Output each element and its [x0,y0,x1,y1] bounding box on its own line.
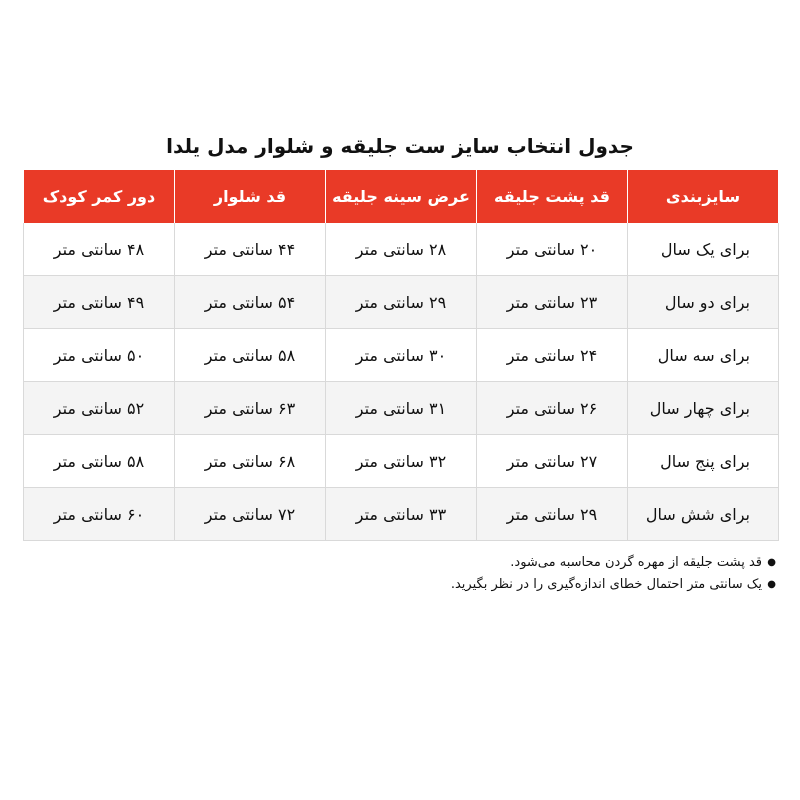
cell-child-waist: ۵۸ سانتی متر [24,435,175,488]
cell-vest-chest-width: ۳۰ سانتی متر [326,329,477,382]
note-item: ● قد پشت جلیقه از مهره گردن محاسبه می‌شود. [76,552,776,574]
cell-size: برای دو سال [628,276,779,329]
cell-pants-length: ۶۳ سانتی متر [175,382,326,435]
page-title: جدول انتخاب سایز ست جلیقه و شلوار مدل یلدا [166,134,634,158]
table-row [24,435,779,488]
header-vest-chest-width: عرض سینه جلیقه [326,170,477,223]
cell-pants-length: ۵۴ سانتی متر [175,276,326,329]
cell-pants-length: ۶۸ سانتی متر [175,435,326,488]
cell-child-waist: ۴۸ سانتی متر [24,223,175,276]
table-row [24,276,779,329]
table-row [24,329,779,382]
cell-vest-chest-width: ۳۱ سانتی متر [326,382,477,435]
cell-child-waist: ۵۰ سانتی متر [24,329,175,382]
cell-pants-length: ۵۸ سانتی متر [175,329,326,382]
size-table [23,170,779,541]
notes-list [76,552,776,596]
cell-size: برای چهار سال [628,382,779,435]
cell-vest-back-length: ۲۳ سانتی متر [477,276,628,329]
table-row [24,382,779,435]
cell-vest-back-length: ۲۹ سانتی متر [477,488,628,541]
cell-size: برای پنج سال [628,435,779,488]
cell-pants-length: ۷۲ سانتی متر [175,488,326,541]
table-header-row [24,170,779,223]
cell-vest-back-length: ۲۴ سانتی متر [477,329,628,382]
cell-vest-back-length: ۲۶ سانتی متر [477,382,628,435]
cell-pants-length: ۴۴ سانتی متر [175,223,326,276]
cell-vest-chest-width: ۳۳ سانتی متر [326,488,477,541]
cell-size: برای یک سال [628,223,779,276]
table-row [24,488,779,541]
cell-vest-chest-width: ۲۹ سانتی متر [326,276,477,329]
header-pants-length: قد شلوار [175,170,326,223]
header-vest-back-length: قد پشت جلیقه [477,170,628,223]
cell-vest-back-length: ۲۷ سانتی متر [477,435,628,488]
cell-vest-chest-width: ۲۸ سانتی متر [326,223,477,276]
header-child-waist: دور کمر کودک [24,170,175,223]
cell-child-waist: ۵۲ سانتی متر [24,382,175,435]
cell-child-waist: ۴۹ سانتی متر [24,276,175,329]
cell-vest-back-length: ۲۰ سانتی متر [477,223,628,276]
cell-vest-chest-width: ۳۲ سانتی متر [326,435,477,488]
cell-size: برای شش سال [628,488,779,541]
cell-child-waist: ۶۰ سانتی متر [24,488,175,541]
table-row [24,223,779,276]
cell-size: برای سه سال [628,329,779,382]
header-size: سایزبندی [628,170,779,223]
note-item: ● یک سانتی متر احتمال خطای اندازه‌گیری را در نظر بگیرید. [76,574,776,596]
